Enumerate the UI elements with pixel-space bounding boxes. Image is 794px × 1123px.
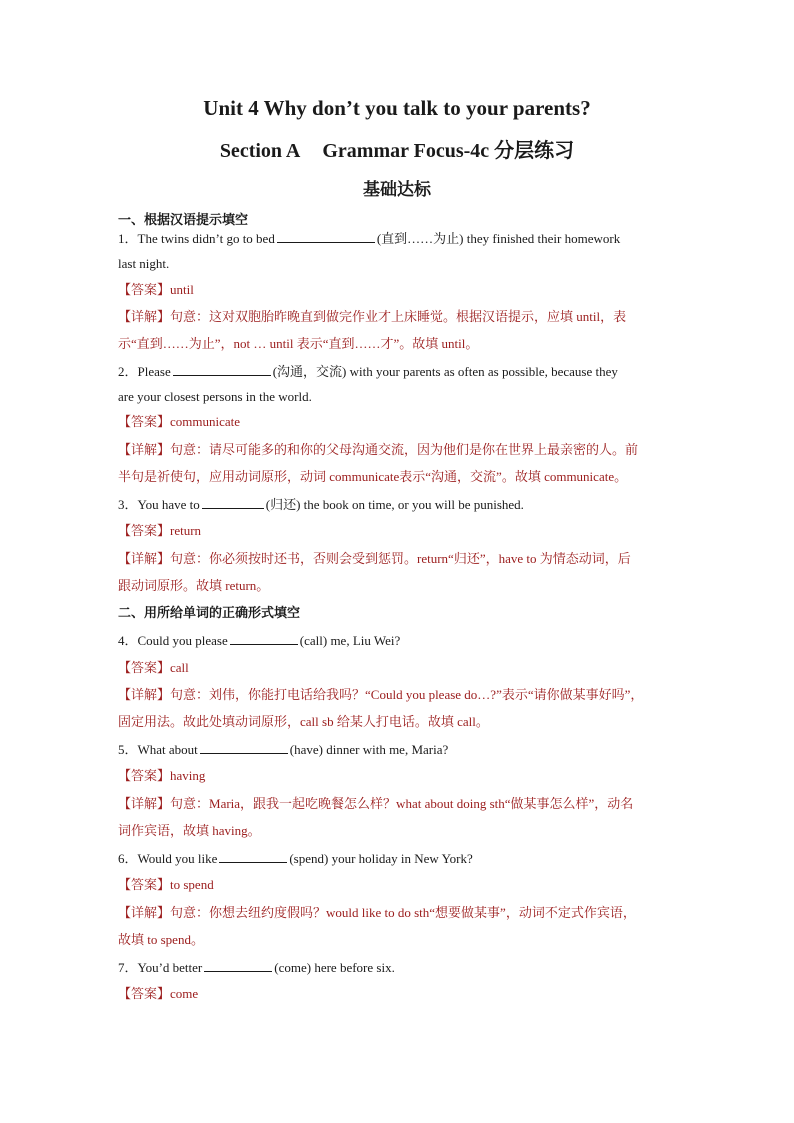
q6-explain-text-1: 句意：你想去纽约度假吗？would like to do sth“想要做某事”，动词不定式作宾语，	[170, 905, 636, 920]
answer-label: 【答案】	[118, 768, 171, 783]
q3-answer-value: return	[170, 523, 202, 538]
q3-answer	[118, 522, 688, 540]
q2-explain-text-1: 句意：请尽可能多的和你的父母沟通交流，因为他们是你在世界上最亲密的人。前	[170, 442, 639, 457]
q1-blank	[277, 229, 375, 243]
q6-explain-2: 故填 to spend。	[118, 932, 204, 947]
explain-label: 【详解】	[118, 442, 171, 457]
question-2	[118, 362, 688, 381]
q1-explain-2: 示“直到……为止”，not … until 表示“直到……才”。故填 until。	[118, 336, 479, 351]
q5-explain-2: 词作宾语，故填 having。	[118, 823, 261, 838]
q7-stem: 7．You’d better	[118, 960, 203, 975]
q5-blank	[200, 740, 288, 754]
q7-hint: (come) here before six.	[274, 960, 395, 975]
q2-explain-1	[118, 441, 688, 459]
q6-blank	[219, 849, 287, 863]
q4-blank	[230, 631, 298, 645]
q2-continuation: are your closest persons in the world.	[118, 389, 312, 404]
q1-answer	[118, 281, 688, 299]
q7-blank	[204, 958, 272, 972]
doc-title: Unit 4 Why don’t you talk to your parents?	[203, 96, 591, 120]
q4-stem: 4．Could you please	[118, 633, 228, 648]
q6-answer	[118, 876, 688, 894]
explain-label: 【详解】	[118, 796, 171, 811]
q2-answer-value: communicate	[170, 414, 241, 429]
section-heading-2: 二、用所给单词的正确形式填空	[118, 605, 301, 620]
level-heading: 基础达标	[363, 180, 431, 199]
explain-label: 【详解】	[118, 551, 171, 566]
q4-explain-2: 固定用法。故此处填动词原形，call sb 给某人打电话。故填 call。	[118, 714, 489, 729]
q4-explain-1	[118, 686, 688, 704]
question-1	[118, 229, 688, 248]
q2-answer	[118, 413, 688, 431]
q4-hint: (call) me, Liu Wei?	[299, 633, 401, 648]
q3-stem: 3．You have to	[118, 497, 200, 512]
explain-label: 【详解】	[118, 309, 171, 324]
q2-hint: (沟通，交流) with your parents as often as possible, because they	[272, 364, 618, 379]
subtitle-section: Section A	[219, 140, 301, 162]
q6-hint: (spend) your holiday in New York?	[289, 851, 473, 866]
question-3	[118, 495, 688, 514]
answer-label: 【答案】	[118, 414, 171, 429]
subtitle-topic: Grammar Focus-4c 分层练习	[322, 140, 575, 162]
q1-continuation: last night.	[118, 256, 170, 271]
q1-hint: (直到……为止) they finished their homework	[376, 231, 621, 246]
question-5	[118, 740, 688, 759]
q7-answer	[118, 985, 688, 1003]
section-heading-1: 一、根据汉语提示填空	[118, 212, 249, 227]
q3-hint: (归还) the book on time, or you will be punished.	[265, 497, 524, 512]
q6-explain-1	[118, 904, 688, 922]
q7-answer-value: come	[170, 986, 199, 1001]
answer-label: 【答案】	[118, 877, 171, 892]
q5-answer-value: having	[170, 768, 206, 783]
q5-explain-1	[118, 795, 688, 813]
q5-stem: 5．What about	[118, 742, 198, 757]
q3-explain-1	[118, 550, 688, 568]
answer-label: 【答案】	[118, 282, 171, 297]
q1-stem: 1．The twins didn’t go to bed	[118, 231, 275, 246]
question-4	[118, 631, 688, 650]
explain-label: 【详解】	[118, 687, 171, 702]
q1-answer-value: until	[170, 282, 194, 297]
q1-explain-1	[118, 308, 688, 326]
answer-label: 【答案】	[118, 523, 171, 538]
answer-label: 【答案】	[118, 986, 171, 1001]
question-6	[118, 849, 688, 868]
q2-blank	[173, 362, 271, 376]
q5-explain-text-1: 句意：Maria，跟我一起吃晚餐怎么样？what about doing sth“做某事怎么样”，动名	[170, 796, 634, 811]
question-7	[118, 958, 688, 977]
q3-explain-text-1: 句意：你必须按时还书，否则会受到惩罚。return“归还”，have to 为情态动词，后	[170, 551, 631, 566]
q4-explain-text-1: 句意：刘伟，你能打电话给我吗？“Could you please do…?”表示“请你做某事好吗”，	[170, 687, 644, 702]
doc-subtitle	[0, 134, 794, 163]
q2-stem: 2．Please	[118, 364, 171, 379]
q2-explain-2: 半句是祈使句，应用动词原形，动词 communicate表示“沟通，交流”。故填 communicate。	[118, 469, 628, 484]
q3-explain-2: 跟动词原形。故填 return。	[118, 578, 270, 593]
q3-blank	[202, 495, 264, 509]
answer-label: 【答案】	[118, 660, 171, 675]
q1-explain-text-1: 句意：这对双胞胎昨晚直到做完作业才上床睡觉。根据汉语提示，应填 until，表	[170, 309, 627, 324]
q6-answer-value: to spend	[170, 877, 214, 892]
q5-answer	[118, 767, 688, 785]
q5-hint: (have) dinner with me, Maria?	[289, 742, 449, 757]
explain-label: 【详解】	[118, 905, 171, 920]
q6-stem: 6．Would you like	[118, 851, 218, 866]
q4-answer-value: call	[170, 660, 189, 675]
q4-answer	[118, 659, 688, 677]
